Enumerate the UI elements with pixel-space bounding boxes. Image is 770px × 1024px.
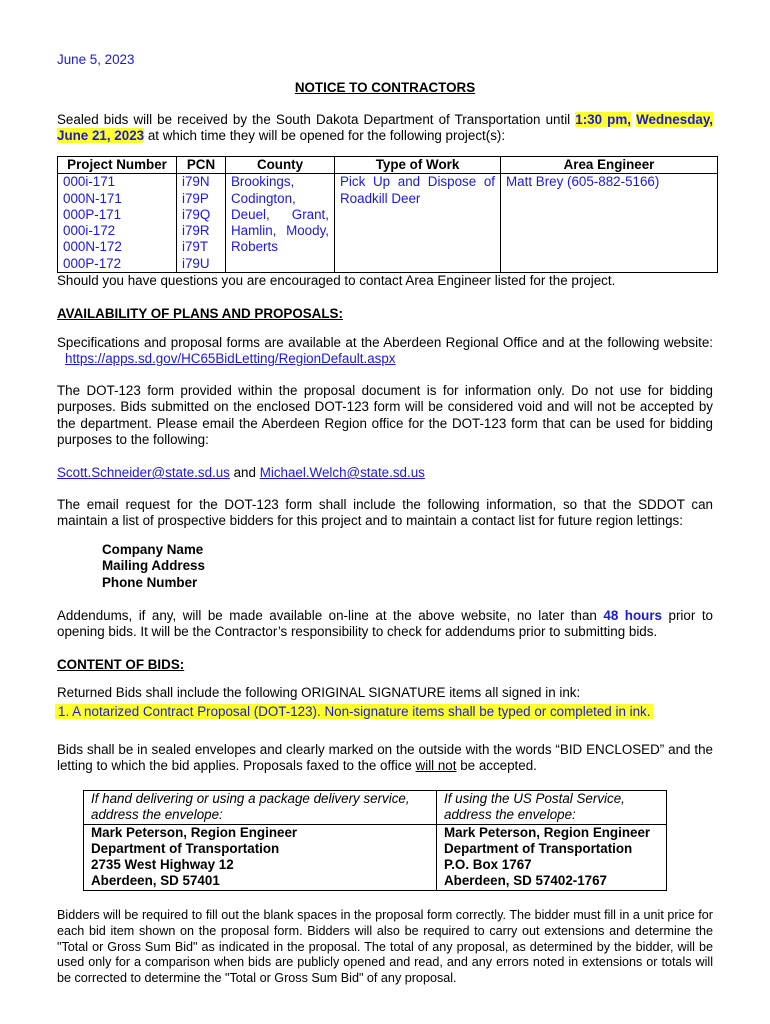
project-number: 000N-172 xyxy=(63,239,122,255)
addendums-after: prior to opening bids. It will be the Contractor’s responsibility to check for addendums prior to submitting bids. xyxy=(57,608,713,640)
and-word: and xyxy=(229,465,260,480)
address-line: Aberdeen, SD 57401 xyxy=(91,873,220,889)
specs-paragraph xyxy=(57,335,713,368)
header-area-engineer: Area Engineer xyxy=(501,157,718,174)
pcn-cell xyxy=(177,174,226,273)
hand-delivery-address xyxy=(84,824,437,890)
header-pcn: PCN xyxy=(177,157,226,174)
pcn-value: i79R xyxy=(182,223,210,239)
list-item: Phone Number xyxy=(102,574,198,590)
header-project-number: Project Number xyxy=(58,157,177,174)
envelopes-text-a: Bids shall be in sealed envelopes and clearly marked on the outside with the words “BID ENCLOSED” and the letting to which the bid applies. Proposals faxed to the office xyxy=(57,742,713,774)
availability-heading: AVAILABILITY OF PLANS AND PROPOSALS: xyxy=(57,306,343,321)
address-table xyxy=(83,790,667,891)
address-line: Department of Transportation xyxy=(91,840,280,856)
will-not-emphasis: will not xyxy=(415,758,457,774)
addendums-hours: 48 hours xyxy=(603,608,662,623)
addendums-paragraph xyxy=(57,608,713,641)
content-heading: CONTENT OF BIDS: xyxy=(57,657,185,672)
project-number: 000i-172 xyxy=(63,223,116,239)
intro-before: Sealed bids will be received by the South Dakota Department of Transportation until xyxy=(57,112,576,127)
hand-delivery-header: If hand delivering or using a package delivery service, address the envelope: xyxy=(84,791,437,825)
email-link-scott[interactable]: Scott.Schneider@state.sd.us xyxy=(57,465,230,480)
pcn-value: i79N xyxy=(182,174,210,190)
area-engineer-cell: Matt Brey (605-882-5166) xyxy=(501,174,718,273)
page-title: NOTICE TO CONTRACTORS xyxy=(294,80,476,95)
project-numbers-cell xyxy=(58,174,177,273)
dot-form-paragraph: The DOT-123 form provided within the proposal document is for information only. Do not use for bidding purposes. Bids submitted on the enclosed DOT-123 form will be considered void and will not be accepted by the department. Please email the Aberdeen Region office for the DOT-123 form that can be used for bidding purposes to the following: xyxy=(57,383,713,447)
postal-address xyxy=(437,824,667,890)
notarized-proposal-item: 1. A notarized Contract Proposal (DOT-123). Non-signature items shall be typed or completed in ink. xyxy=(55,704,653,719)
email-link-michael[interactable]: Michael.Welch@state.sd.us xyxy=(259,465,425,480)
addendums-before: Addendums, if any, will be made available on-line at the above website, no later than xyxy=(57,608,604,623)
pcn-value: i79T xyxy=(182,239,209,255)
returned-bids-text: Returned Bids shall include the following ORIGINAL SIGNATURE items all signed in ink: xyxy=(57,685,581,700)
required-info-list xyxy=(102,542,205,591)
questions-note: Should you have questions you are encouraged to contact Area Engineer listed for the project. xyxy=(57,273,616,288)
email-request-paragraph: The email request for the DOT-123 form shall include the following information, so that the SDDOT can maintain a list of prospective bidders for this project and to maintain a contact list for future region lettings: xyxy=(57,497,713,529)
list-item: Company Name xyxy=(102,542,204,557)
intro-after: at which time they will be opened for the following project(s): xyxy=(144,128,506,144)
pcn-value: i79Q xyxy=(182,206,211,222)
header-type-of-work: Type of Work xyxy=(335,157,501,174)
list-item: Mailing Address xyxy=(102,558,205,574)
intro-paragraph xyxy=(57,112,713,145)
address-line: P.O. Box 1767 xyxy=(444,857,532,873)
address-line: Mark Peterson, Region Engineer xyxy=(444,824,651,840)
bid-date-highlight: Wednesday, June 21, 2023 xyxy=(57,112,713,144)
address-line: Mark Peterson, Region Engineer xyxy=(91,824,298,840)
bid-letting-website-link[interactable]: https://apps.sd.gov/HC65BidLetting/RegionDefault.aspx xyxy=(65,351,396,367)
table-row xyxy=(58,174,718,273)
address-header-row xyxy=(84,791,667,825)
bidder-requirements-paragraph: Bidders will be required to fill out the blank spaces in the proposal form correctly. The bidder must fill in a unit price for each bid item shown on the proposal form. Bidders will also be required to carry out extensions and determine the "Total or Gross Sum Bid" as indicated in the proposal. The total of any proposal, as determined by the bidder, will be used only for a comparison when bids are publicly opened and read, and any errors noted in extensions or totals will be corrected to determine the "Total or Gross Sum Bid" of any proposal. xyxy=(57,908,713,986)
project-number: 000P-171 xyxy=(63,206,122,222)
project-number: 000N-171 xyxy=(63,190,122,206)
project-table-header xyxy=(58,157,718,174)
type-of-work-cell: Pick Up and Dispose of Roadkill Deer xyxy=(335,174,501,273)
notice-date: June 5, 2023 xyxy=(57,52,135,67)
pcn-value: i79P xyxy=(182,190,209,206)
bid-time-highlight: 1:30 pm, xyxy=(575,112,631,127)
address-row xyxy=(84,824,667,890)
project-number: 000i-171 xyxy=(63,174,116,190)
project-number: 000P-172 xyxy=(63,255,122,271)
postal-service-header: If using the US Postal Service, address the envelope: xyxy=(437,791,667,825)
address-line: Aberdeen, SD 57402-1767 xyxy=(444,873,608,889)
email-contacts xyxy=(57,465,713,481)
envelopes-text-b: be accepted. xyxy=(456,758,537,774)
county-cell: Brookings, Codington, Deuel, Grant, Hamlin, Moody, Roberts xyxy=(226,174,335,273)
specs-text: Specifications and proposal forms are available at the Aberdeen Regional Office and at the following website: xyxy=(57,335,713,350)
address-line: 2735 West Highway 12 xyxy=(91,857,234,873)
envelopes-paragraph xyxy=(57,742,713,775)
pcn-value: i79U xyxy=(182,255,210,271)
address-line: Department of Transportation xyxy=(444,840,633,856)
header-county: County xyxy=(226,157,335,174)
project-table xyxy=(57,156,718,273)
